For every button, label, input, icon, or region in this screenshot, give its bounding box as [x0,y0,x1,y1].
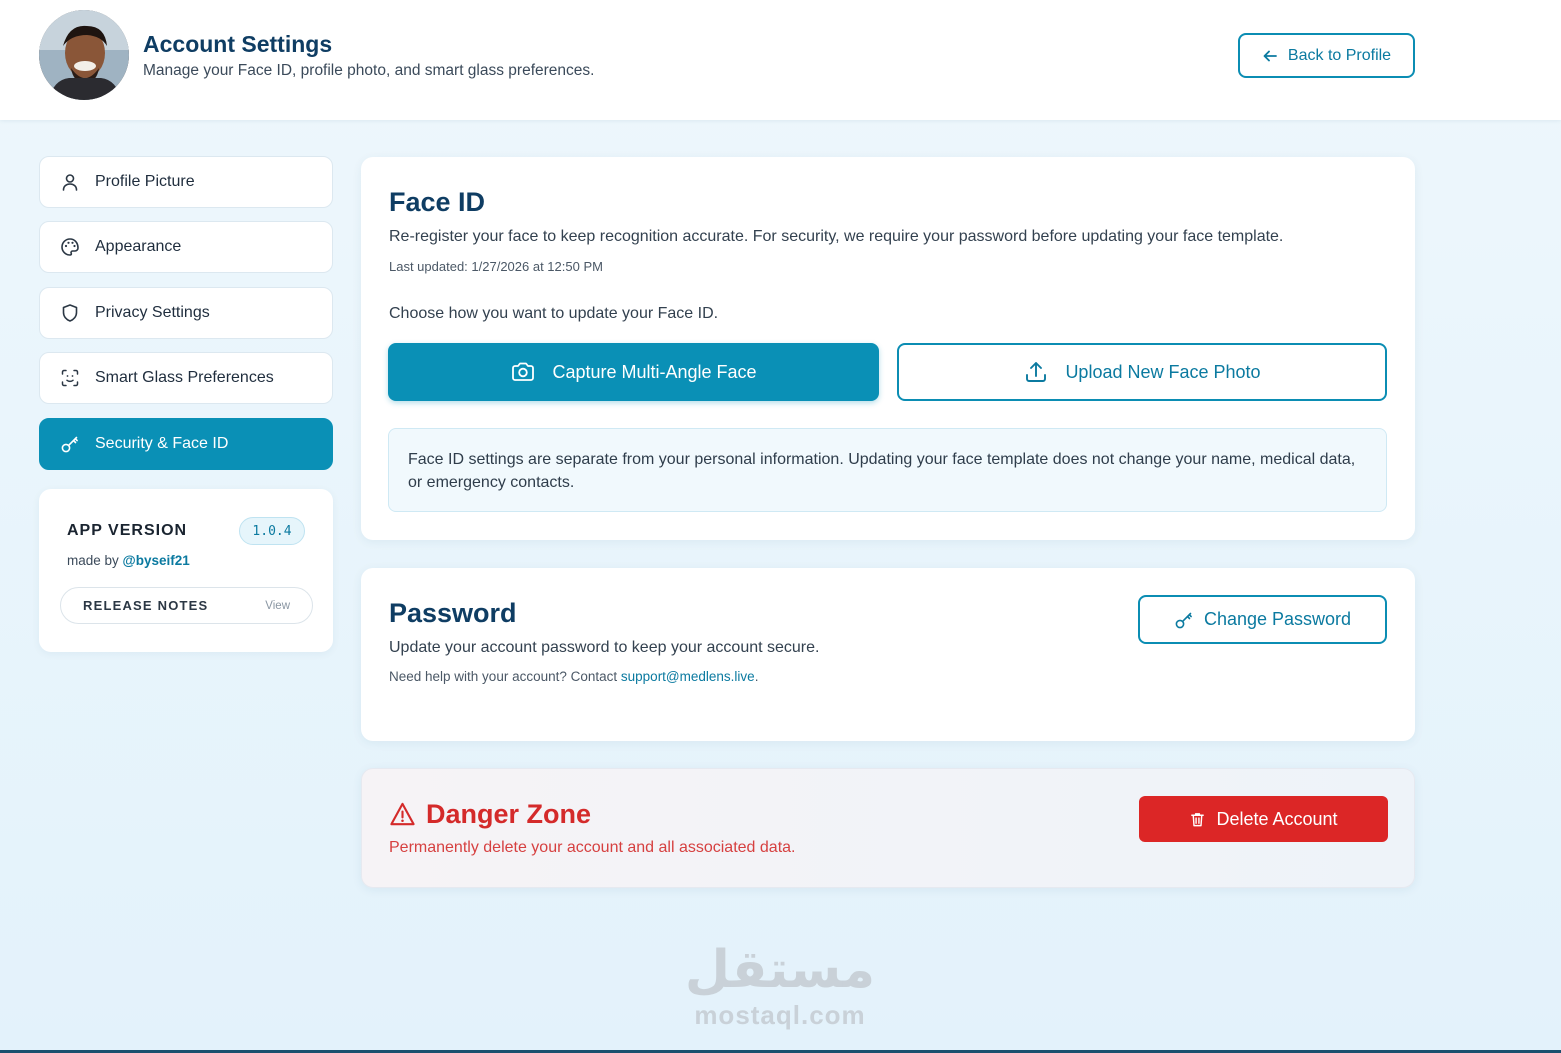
version-badge: 1.0.4 [239,517,305,545]
upload-label: Upload New Face Photo [1065,361,1261,382]
upload-new-face-photo-button[interactable] [897,343,1387,401]
key-icon [1174,610,1194,630]
face-id-title: Face ID [389,187,486,217]
sidebar-item-label: Security & Face ID [95,435,229,452]
shield-icon [60,303,80,323]
face-id-card [361,157,1415,540]
release-notes-view: View [265,599,290,612]
password-description: Update your account password to keep your account secure. [389,639,820,656]
sidebar-item-appearance[interactable] [39,221,333,273]
upload-icon [1023,359,1049,385]
avatar-image [39,10,129,100]
face-id-last-updated: Last updated: 1/27/2026 at 12:50 PM [389,259,603,274]
danger-zone-card [361,768,1415,888]
sidebar-item-security-face-id[interactable] [39,418,333,470]
page-title: Account Settings [143,31,333,57]
arrow-left-icon [1262,48,1278,64]
delete-account-label: Delete Account [1216,808,1338,829]
back-to-profile-button[interactable] [1238,33,1415,78]
sidebar-item-label: Smart Glass Preferences [95,369,274,386]
palette-icon [60,237,80,257]
release-notes-button[interactable] [60,587,313,624]
watermark-logo [680,940,880,1035]
sidebar-item-label: Privacy Settings [95,304,210,321]
release-notes-label: RELEASE NOTES [83,598,209,613]
password-help-suffix: . [754,669,759,684]
password-title: Password [389,598,517,628]
made-by-prefix: made by [67,553,119,568]
danger-zone-title-text: Danger Zone [426,799,592,829]
made-by [67,553,190,568]
password-help [389,669,758,684]
page-subtitle: Manage your Face ID, profile photo, and smart glass preferences. [143,62,595,79]
sidebar-item-privacy-settings[interactable] [39,287,333,339]
camera-icon [510,359,536,385]
author-handle-link[interactable]: @byseif21 [122,553,190,568]
watermark-arabic: مستقل [684,940,876,1000]
support-email-link[interactable]: support@medlens.live [620,669,755,684]
change-password-button[interactable] [1138,595,1387,644]
danger-zone-description: Permanently delete your account and all associated data. [389,839,796,856]
change-password-label: Change Password [1203,609,1352,629]
app-version-card [39,489,333,652]
sidebar-item-label: Profile Picture [95,173,195,190]
trash-icon [1189,811,1206,828]
face-id-info-box: Face ID settings are separate from your personal information. Updating your face template does not change your name, medical data, or emergency contacts. [388,428,1387,512]
sidebar-item-profile-picture[interactable] [39,156,333,208]
back-to-profile-label: Back to Profile [1287,46,1392,64]
user-icon [60,172,80,192]
sidebar-item-label: Appearance [95,238,182,255]
password-card [361,568,1415,741]
face-scan-icon [60,368,80,388]
avatar[interactable] [39,10,129,100]
password-help-prefix: Need help with your account? Contact [389,669,618,684]
capture-multi-angle-face-button[interactable] [388,343,879,401]
warning-triangle-icon [389,801,416,828]
danger-zone-title [389,799,591,830]
page-header [0,0,1561,120]
key-icon [60,434,80,454]
face-id-choose-prompt: Choose how you want to update your Face ID. [389,305,719,322]
delete-account-button[interactable] [1139,796,1388,842]
watermark-latin: mostaql.com [694,1000,866,1030]
face-id-description: Re-register your face to keep recognition accurate. For security, we require your password before updating your face template. [389,228,1284,245]
capture-label: Capture Multi-Angle Face [552,361,757,382]
app-version-title: APP VERSION [67,522,188,539]
sidebar-item-smart-glass-preferences[interactable] [39,352,333,404]
